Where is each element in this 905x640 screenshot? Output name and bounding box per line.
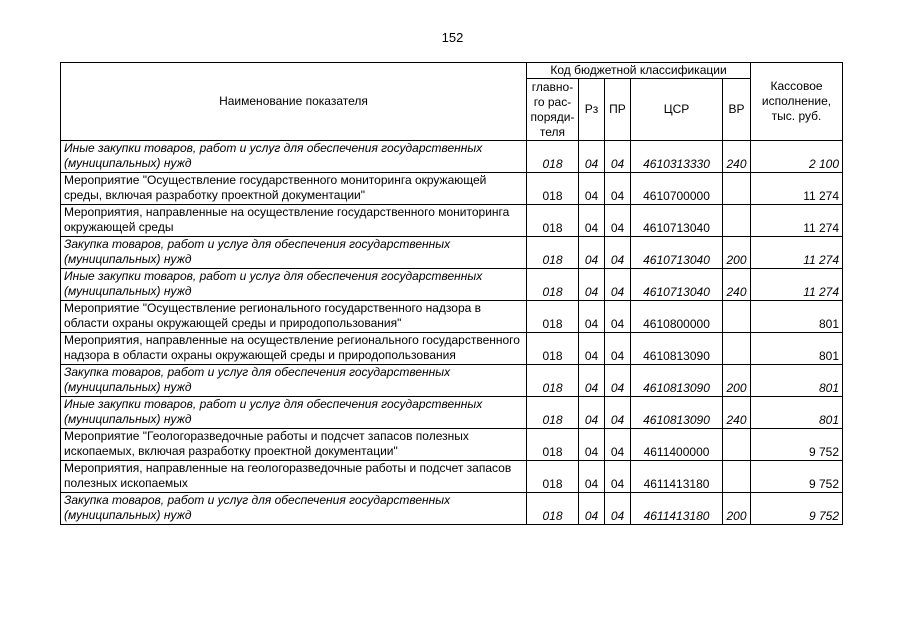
table-row — [61, 173, 843, 205]
cell-rz: 04 — [579, 173, 605, 205]
cell-pr: 04 — [605, 429, 631, 461]
cell-pr: 04 — [605, 237, 631, 269]
table-row — [61, 333, 843, 365]
cell-amount: 9 752 — [751, 461, 843, 493]
cell-name: Иные закупки товаров, работ и услуг для обеспечения государственных (муниципальных) нужд — [61, 141, 527, 173]
header-chief-manager: главно-го рас-поряди-теля — [527, 79, 579, 141]
cell-amount: 2 100 — [751, 141, 843, 173]
cell-pr: 04 — [605, 301, 631, 333]
cell-rz: 04 — [579, 493, 605, 525]
cell-rz: 04 — [579, 333, 605, 365]
cell-vr: 240 — [723, 269, 751, 301]
cell-name: Мероприятие "Геологоразведочные работы и подсчет запасов полезных ископаемых, включая разработку проектной документации" — [61, 429, 527, 461]
table-row — [61, 237, 843, 269]
cell-chief-manager-code: 018 — [527, 333, 579, 365]
cell-name: Мероприятие "Осуществление регионального государственного надзора в области охраны окружающей среды и природопользования" — [61, 301, 527, 333]
header-name: Наименование показателя — [61, 63, 527, 141]
header-cash-execution: Кассовое исполнение, тыс. руб. — [751, 63, 843, 141]
cell-csr: 4610813090 — [631, 333, 723, 365]
cell-rz: 04 — [579, 461, 605, 493]
table-row — [61, 429, 843, 461]
cell-name: Закупка товаров, работ и услуг для обеспечения государственных (муниципальных) нужд — [61, 493, 527, 525]
cell-vr: 240 — [723, 141, 751, 173]
cell-pr: 04 — [605, 365, 631, 397]
cell-vr: 200 — [723, 237, 751, 269]
table-row — [61, 269, 843, 301]
table-body — [61, 141, 843, 525]
table-row — [61, 365, 843, 397]
header-csr: ЦСР — [631, 79, 723, 141]
cell-chief-manager-code: 018 — [527, 365, 579, 397]
cell-rz: 04 — [579, 141, 605, 173]
cell-csr: 4610313330 — [631, 141, 723, 173]
table-row — [61, 205, 843, 237]
cell-amount: 11 274 — [751, 269, 843, 301]
cell-rz: 04 — [579, 269, 605, 301]
cell-chief-manager-code: 018 — [527, 493, 579, 525]
cell-rz: 04 — [579, 237, 605, 269]
cell-rz: 04 — [579, 205, 605, 237]
cell-csr: 4610800000 — [631, 301, 723, 333]
cell-csr: 4610713040 — [631, 237, 723, 269]
cell-amount: 11 274 — [751, 173, 843, 205]
cell-chief-manager-code: 018 — [527, 269, 579, 301]
header-budget-code-group: Код бюджетной классификации — [527, 63, 751, 79]
cell-name: Мероприятие "Осуществление государственного мониторинга окружающей среды, включая разработку проектной документации" — [61, 173, 527, 205]
table-row — [61, 141, 843, 173]
cell-rz: 04 — [579, 365, 605, 397]
cell-vr: 200 — [723, 493, 751, 525]
cell-rz: 04 — [579, 397, 605, 429]
cell-pr: 04 — [605, 173, 631, 205]
cell-vr: 200 — [723, 365, 751, 397]
cell-name: Закупка товаров, работ и услуг для обеспечения государственных (муниципальных) нужд — [61, 365, 527, 397]
page-number: 152 — [441, 30, 464, 45]
cell-pr: 04 — [605, 269, 631, 301]
cell-vr — [723, 205, 751, 237]
cell-amount: 801 — [751, 397, 843, 429]
table-header — [61, 63, 843, 141]
cell-vr — [723, 173, 751, 205]
cell-amount: 801 — [751, 365, 843, 397]
cell-chief-manager-code: 018 — [527, 429, 579, 461]
table-row — [61, 301, 843, 333]
cell-csr: 4610813090 — [631, 365, 723, 397]
cell-chief-manager-code: 018 — [527, 237, 579, 269]
cell-vr — [723, 301, 751, 333]
cell-name: Мероприятия, направленные на геологоразведочные работы и подсчет запасов полезных ископаемых — [61, 461, 527, 493]
cell-name: Мероприятия, направленные на осуществление регионального государственного надзора в области охраны окружающей среды и природопользования — [61, 333, 527, 365]
cell-pr: 04 — [605, 461, 631, 493]
cell-chief-manager-code: 018 — [527, 301, 579, 333]
header-rz: Рз — [579, 79, 605, 141]
table-row — [61, 397, 843, 429]
cell-csr: 4610813090 — [631, 397, 723, 429]
cell-amount: 9 752 — [751, 429, 843, 461]
cell-amount: 11 274 — [751, 237, 843, 269]
cell-pr: 04 — [605, 205, 631, 237]
cell-pr: 04 — [605, 333, 631, 365]
cell-pr: 04 — [605, 493, 631, 525]
cell-pr: 04 — [605, 141, 631, 173]
cell-pr: 04 — [605, 397, 631, 429]
cell-chief-manager-code: 018 — [527, 141, 579, 173]
cell-vr — [723, 333, 751, 365]
cell-chief-manager-code: 018 — [527, 461, 579, 493]
header-pr: ПР — [605, 79, 631, 141]
table-row — [61, 493, 843, 525]
cell-chief-manager-code: 018 — [527, 205, 579, 237]
cell-vr: 240 — [723, 397, 751, 429]
cell-csr: 4610713040 — [631, 205, 723, 237]
cell-csr: 4610713040 — [631, 269, 723, 301]
header-vr: ВР — [723, 79, 751, 141]
cell-rz: 04 — [579, 429, 605, 461]
cell-amount: 9 752 — [751, 493, 843, 525]
cell-amount: 11 274 — [751, 205, 843, 237]
cell-amount: 801 — [751, 333, 843, 365]
cell-name: Закупка товаров, работ и услуг для обеспечения государственных (муниципальных) нужд — [61, 237, 527, 269]
cell-amount: 801 — [751, 301, 843, 333]
table-row — [61, 461, 843, 493]
cell-chief-manager-code: 018 — [527, 397, 579, 429]
cell-vr — [723, 429, 751, 461]
cell-vr — [723, 461, 751, 493]
cell-csr: 4610700000 — [631, 173, 723, 205]
cell-rz: 04 — [579, 301, 605, 333]
budget-table — [60, 62, 843, 525]
cell-name: Иные закупки товаров, работ и услуг для обеспечения государственных (муниципальных) нужд — [61, 397, 527, 429]
cell-csr: 4611413180 — [631, 493, 723, 525]
cell-csr: 4611400000 — [631, 429, 723, 461]
cell-name: Мероприятия, направленные на осуществление государственного мониторинга окружающей среды — [61, 205, 527, 237]
cell-name: Иные закупки товаров, работ и услуг для обеспечения государственных (муниципальных) нужд — [61, 269, 527, 301]
cell-chief-manager-code: 018 — [527, 173, 579, 205]
cell-csr: 4611413180 — [631, 461, 723, 493]
